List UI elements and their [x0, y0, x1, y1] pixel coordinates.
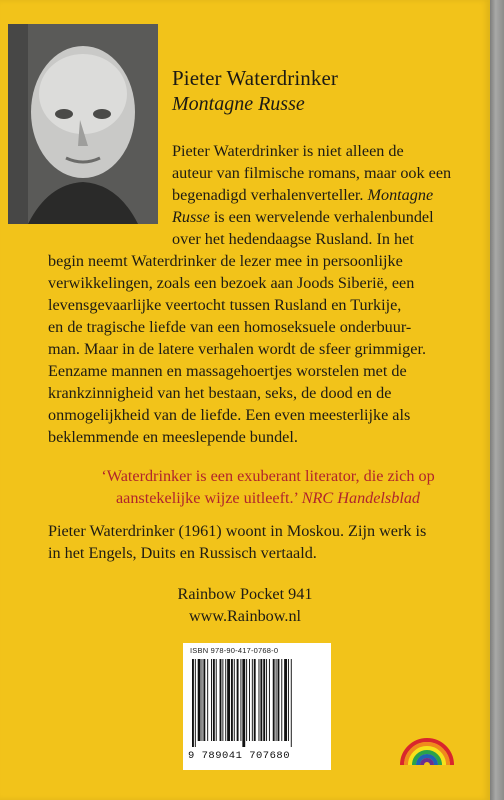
blurb-line: beklemmende en meeslepende bundel. [48, 428, 298, 446]
blurb-line: levensgevaarlijke veertocht tussen Rusland en Turkije, [48, 296, 402, 314]
barcode-bar [246, 659, 247, 741]
author-photo [8, 24, 158, 224]
barcode-bar [207, 659, 208, 741]
blurb-line: verwikkelingen, zoals een bezoek aan Joods Siberië, een [48, 274, 415, 292]
barcode-bar [222, 659, 223, 741]
blurb-body [48, 250, 426, 448]
quote-source: NRC Handelsblad [301, 489, 421, 507]
blurb-line: en de tragische liefde van een homoseksuele onderbuur- [48, 318, 412, 336]
barcode-bar [281, 659, 282, 741]
blurb-line: onmogelijkheid van de liefde. Een even meesterlijke als [48, 406, 411, 424]
barcode-bar [240, 659, 241, 741]
barcode-bar [225, 659, 226, 741]
barcode-bar [213, 659, 215, 741]
barcode-bar [252, 659, 253, 741]
blurb-line: auteur van filmische romans, maar ook een [172, 164, 452, 182]
barcode-bar [220, 659, 222, 741]
author-info-line: in het Engels, Duits en Russisch vertaald. [48, 544, 317, 562]
barcode-bar [192, 659, 194, 747]
barcode-bar [259, 659, 260, 741]
barcode-bar [237, 659, 239, 741]
quote-line: ‘Waterdrinker is een exuberant literator, die zich op [101, 467, 435, 485]
barcode-bar [266, 659, 267, 741]
barcode-bar [211, 659, 212, 741]
barcode-bar [242, 659, 245, 747]
blurb-intro [172, 140, 451, 250]
blurb-line: begin neemt Waterdrinker de lezer mee in persoonlijke [48, 252, 403, 270]
barcode-bar [203, 659, 205, 741]
barcode-bar [231, 659, 233, 741]
author-info [48, 520, 426, 564]
barcode-bar [288, 659, 289, 741]
barcode-bar [278, 659, 280, 741]
barcode-bar [227, 659, 230, 741]
blurb-line: Pieter Waterdrinker is niet alleen de [172, 142, 404, 160]
blurb-line: man. Maar in de latere verhalen wordt de sfeer grimmiger. [48, 340, 427, 358]
barcode-digits: 9 789041 707680 [188, 750, 291, 762]
blurb-line: begenadigd verhalenverteller. Montagne [172, 186, 434, 204]
barcode-box [183, 643, 331, 770]
barcode-bar [216, 659, 217, 741]
barcode-bar [269, 659, 270, 741]
publisher-series: Rainbow Pocket 941 [177, 585, 313, 603]
barcode-bar [284, 659, 287, 741]
barcode-bar [202, 659, 203, 741]
barcode-bar [276, 659, 277, 741]
page-edge [490, 0, 504, 800]
rainbow-logo-icon [398, 735, 456, 765]
barcode-bar [195, 659, 196, 747]
barcode-bar [263, 659, 265, 741]
isbn-label: ISBN 978-90-417-0768-0 [190, 646, 279, 655]
book-title: Montagne Russe [172, 93, 305, 115]
blurb-line: over het hedendaagse Rusland. In het [172, 230, 414, 248]
barcode-icon [190, 659, 324, 747]
blurb-line: Eenzame mannen en massagehoertjes worstelen met de [48, 362, 407, 380]
quote-line: aanstekelijke wijze uitleeft.’ NRC Handelsblad [115, 489, 421, 507]
barcode-bar [260, 659, 262, 741]
barcode-bar [273, 659, 275, 741]
barcode-bar [234, 659, 235, 741]
author-name: Pieter Waterdrinker [172, 66, 339, 90]
barcode-bar [249, 659, 250, 741]
blurb-line: Russe is een wervelende verhalenbundel [172, 208, 434, 226]
publisher-website: www.Rainbow.nl [188, 607, 302, 625]
blurb-line: krankzinnigheid van het bestaan, seks, de dood en de [48, 384, 392, 402]
barcode-bar [254, 659, 256, 741]
author-info-line: Pieter Waterdrinker (1961) woont in Moskou. Zijn werk is [48, 522, 427, 540]
barcode-bar [291, 659, 292, 747]
press-quote [58, 465, 478, 509]
barcode-bar [198, 659, 201, 741]
